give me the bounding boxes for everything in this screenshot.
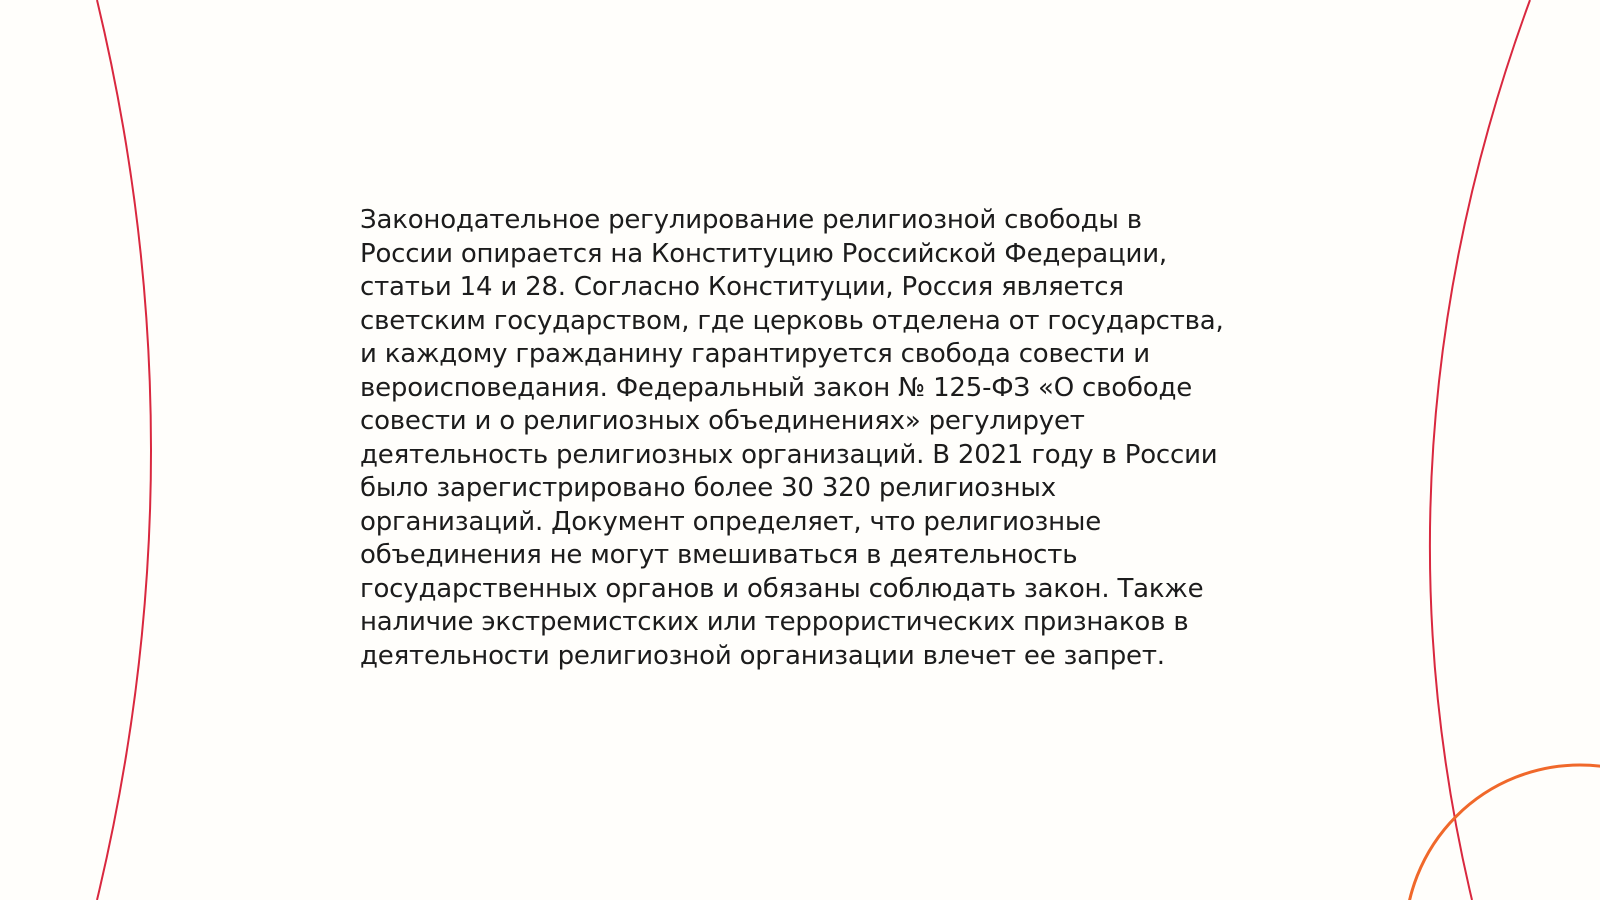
right-curve-line bbox=[1430, 0, 1530, 900]
left-curve-line bbox=[97, 0, 151, 900]
orange-circle-arc bbox=[1405, 765, 1600, 900]
body-text: Законодательное регулирование религиозной свободы в России опирается на Конституцию Российской Федерации, статьи 14 и 28. Согласно Конституции, Россия является светским государством, где церковь отделена от государства, и каждому гражданину гарантируется свобода совести и вероисповедания. Федеральный закон № 125-ФЗ «О свободе совести и о религиозных объединениях» регулирует деятельность религиозных организаций. В 2021 году в России было зарегистрировано более 30 320 религиозных организаций. Документ определяет, что религиозные объединения не могут вмешиваться в деятельность государственных органов и обязаны соблюдать закон. Также наличие экстремистских или террористических признаков в деятельности религиозной организации влечет ее запрет. bbox=[360, 205, 1224, 671]
